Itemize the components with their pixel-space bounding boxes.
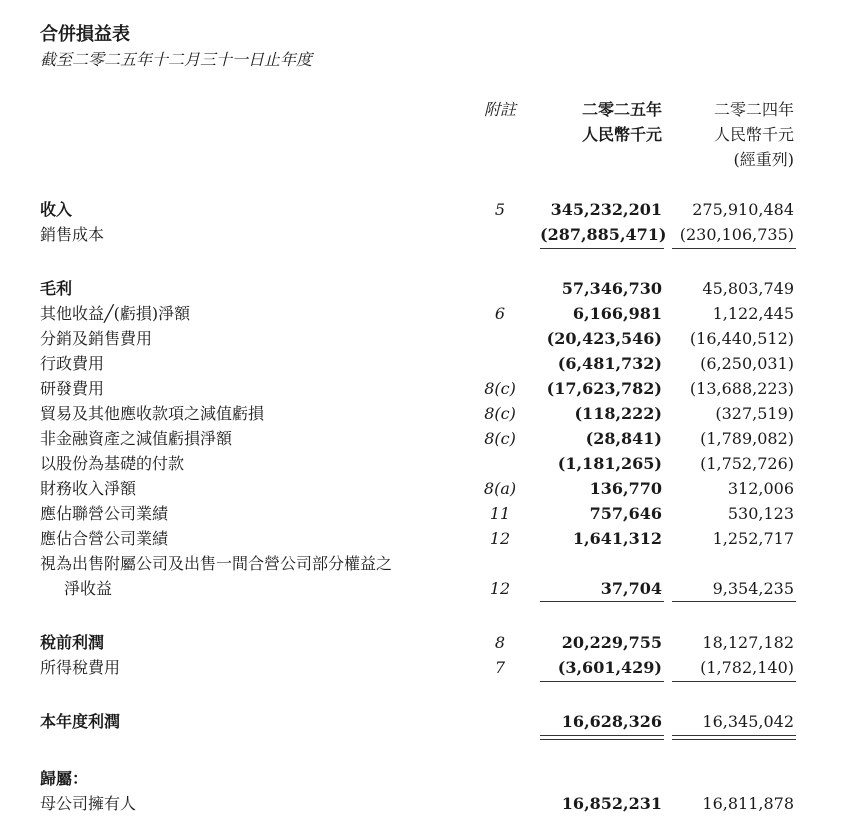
subtotal-rule [540,248,664,249]
row-value-2024: (1,789,082) [700,429,794,448]
row-net-finance-income [0,476,841,501]
row-administrative-expenses [0,351,841,376]
row-value-2025: (3,601,429) [557,658,662,677]
row-label: 視為出售附屬公司及出售一間合營公司部分權益之 [40,554,393,573]
row-label: 財務收入淨額 [40,479,137,498]
row-other-gains [0,301,841,326]
row-value-2024: 312,006 [727,479,794,498]
row-distribution-selling-expenses [0,326,841,351]
row-share-based-payments [0,451,841,476]
row-impairment-receivables [0,401,841,426]
total-double-rule-top [540,735,664,736]
row-value-2024: 1,252,717 [712,529,794,548]
row-owners-of-parent [0,791,841,816]
statement-title: 合併損益表 [40,24,130,45]
row-value-2025: 57,346,730 [561,279,662,298]
row-note: 8(c) [484,429,516,448]
row-value-2025: 1,641,312 [572,529,662,548]
row-value-2025: 345,232,201 [550,200,662,219]
row-value-2025: (287,885,471) [540,225,667,244]
row-label: 銷售成本 [40,225,105,244]
column-header-2025-unit: 人民幣千元 [581,125,662,144]
subtotal-rule [672,601,796,602]
column-header-2025 [540,97,662,147]
row-value-2025: (28,841) [585,429,662,448]
row-value-2025: 20,229,755 [561,633,662,652]
row-note: 12 [489,529,511,548]
row-gross-profit [0,276,841,301]
row-value-2024: (16,440,512) [689,329,794,348]
row-deemed-disposal-line1 [0,551,841,576]
row-rd-expenses [0,376,841,401]
row-label: 非金融資產之減值虧損淨額 [40,429,233,448]
row-value-2024: (13,688,223) [689,379,794,398]
row-note: 8 [494,633,506,652]
row-value-2025: (6,481,732) [557,354,662,373]
total-double-rule-bottom [540,739,664,740]
row-value-2025: 37,704 [600,579,662,598]
row-value-2025: (118,222) [574,404,662,423]
row-label: 應佔聯營公司業績 [40,504,169,523]
row-label: 稅前利潤 [40,633,105,652]
column-header-2024-year: 二零二四年 [713,100,794,119]
subtotal-rule [540,601,664,602]
subtotal-rule [672,681,796,682]
row-value-2024: 275,910,484 [692,200,794,219]
row-note: 11 [489,504,511,523]
row-label: 應佔合營公司業績 [40,529,169,548]
row-label: 收入 [40,200,73,219]
row-value-2024: 18,127,182 [702,633,794,652]
subtotal-rule [672,248,796,249]
row-note: 12 [489,579,511,598]
row-value-2024: 16,811,878 [702,794,794,813]
row-value-2024: (230,106,735) [679,225,794,244]
row-income-tax-expense [0,655,841,680]
row-impairment-non-financial-assets [0,426,841,451]
row-value-2025: 16,628,326 [561,712,662,731]
row-value-2025: 136,770 [589,479,662,498]
subtotal-rule [540,681,664,682]
row-label: 所得稅費用 [40,658,121,677]
row-value-2024: 530,123 [727,504,794,523]
row-deemed-disposal-net-gain [0,576,841,601]
row-note: 5 [494,200,506,219]
row-value-2024: 9,354,235 [712,579,794,598]
row-label: 本年度利潤 [40,712,121,731]
row-value-2025: 6,166,981 [572,304,662,323]
row-note: 7 [494,658,506,677]
row-label: 毛利 [40,279,73,298]
row-label: 歸屬： [40,769,89,788]
row-label: 其他收益╱(虧損)淨額 [40,304,191,323]
column-header-2024-restated: (經重列) [733,150,794,169]
row-label: 母公司擁有人 [40,794,137,813]
total-double-rule-bottom [672,739,796,740]
row-label: 行政費用 [40,354,105,373]
total-double-rule-top [672,735,796,736]
row-cost-of-sales [0,222,841,247]
note-column-header: 附註 [483,100,516,119]
row-value-2024: (1,782,140) [700,658,794,677]
row-label: 分銷及銷售費用 [40,329,153,348]
statement-period: 截至二零二五年十二月三十一日止年度 [40,50,313,69]
row-note: 8(c) [484,379,516,398]
row-attributable-heading [0,766,841,791]
row-label: 淨收益 [64,579,113,598]
column-header-2024-unit: 人民幣千元 [713,125,794,144]
row-note: 6 [494,304,506,323]
row-value-2025: 16,852,231 [561,794,662,813]
row-value-2025: (20,423,546) [546,329,662,348]
column-header-2025-year: 二零二五年 [581,100,662,119]
row-profit-before-tax [0,630,841,655]
row-share-of-joint-ventures [0,526,841,551]
row-note: 8(a) [483,479,517,498]
row-value-2024: (6,250,031) [700,354,794,373]
row-value-2024: 16,345,042 [702,712,794,731]
row-profit-for-year [0,709,841,734]
row-note: 8(c) [484,404,516,423]
row-value-2025: (17,623,782) [546,379,662,398]
row-value-2025: 757,646 [589,504,662,523]
row-share-of-associates [0,501,841,526]
row-value-2025: (1,181,265) [557,454,662,473]
row-label: 貿易及其他應收款項之減值虧損 [40,404,265,423]
row-label: 以股份為基礎的付款 [40,454,185,473]
row-value-2024: (327,519) [715,404,794,423]
row-label: 研發費用 [40,379,105,398]
row-revenue [0,197,841,222]
row-value-2024: 1,122,445 [712,304,794,323]
row-value-2024: (1,752,726) [700,454,794,473]
row-value-2024: 45,803,749 [702,279,794,298]
column-header-2024 [672,97,794,172]
